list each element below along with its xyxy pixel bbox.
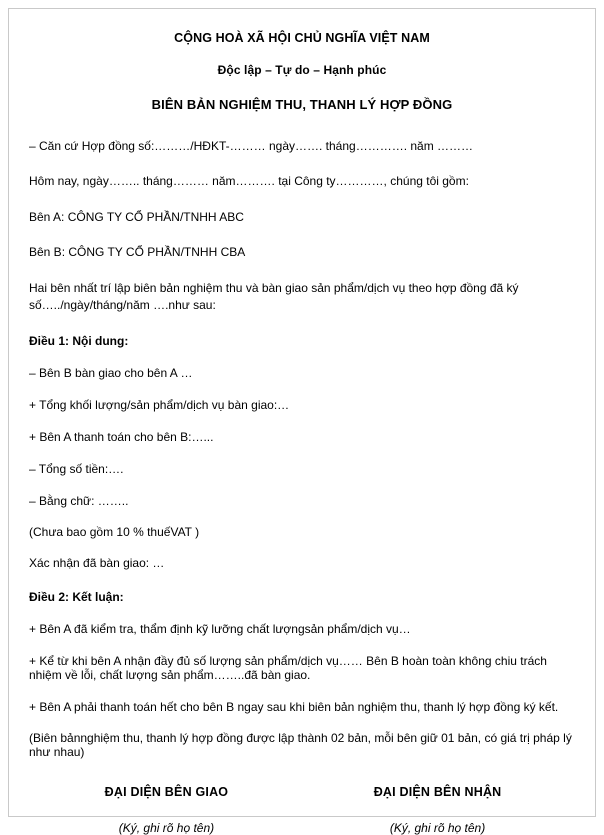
article-1-line-5: – Bằng chữ: …….. bbox=[29, 494, 129, 509]
closing-note: (Biên bảnnghiệm thu, thanh lý hợp đồng được lập thành 02 bản, mỗi bên giữ 01 bản, có giá trị pháp lý như nhau) bbox=[29, 731, 572, 760]
national-motto: Độc lập – Tự do – Hạnh phúc bbox=[217, 63, 387, 77]
signature-left-subtitle: (Ký, ghi rõ họ tên) bbox=[118, 821, 215, 835]
document-title: BIÊN BẢN NGHIỆM THU, THANH LÝ HỢP ĐỒNG bbox=[151, 97, 453, 112]
party-b-line: Bên B: CÔNG TY CỔ PHẦN/TNHH CBA bbox=[29, 245, 246, 260]
signature-left-title: ĐẠI DIỆN BÊN GIAO bbox=[104, 785, 229, 800]
article-2-line-1: + Bên A đã kiểm tra, thẩm định kỹ lưỡng chất lượngsản phẩm/dịch vụ… bbox=[29, 622, 411, 637]
article-1-title: Điều 1: Nội dung: bbox=[29, 334, 129, 349]
national-title: CỘNG HOÀ XÃ HỘI CHỦ NGHĨA VIỆT NAM bbox=[174, 31, 430, 45]
article-1-line-2: + Tổng khối lượng/sản phẩm/dịch vụ bàn giao:… bbox=[29, 398, 290, 413]
article-1-line-4: – Tổng số tiền:…. bbox=[29, 462, 124, 477]
document-sheet bbox=[8, 8, 596, 835]
article-2-line-3: + Bên A phải thanh toán hết cho bên B ngay sau khi biên bản nghiệm thu, thanh lý hợp đồng ký kết. bbox=[29, 700, 559, 715]
party-a-line: Bên A: CÔNG TY CỔ PHẦN/TNHH ABC bbox=[29, 209, 244, 224]
signature-right bbox=[322, 785, 553, 835]
signature-right-subtitle: (Ký, ghi rõ họ tên) bbox=[389, 821, 486, 835]
article-2-title: Điều 2: Kết luận: bbox=[29, 590, 124, 605]
handover-confirm-line: Xác nhận đã bàn giao: … bbox=[29, 556, 165, 571]
agreement-line: Hai bên nhất trí lập biên bản nghiệm thu và bàn giao sản phẩm/dịch vụ theo hợp đồng đã ký số…../ngày/tháng/năm ….như sau: bbox=[29, 280, 519, 312]
vat-note: (Chưa bao gồm 10 % thuếVAT ) bbox=[29, 525, 200, 540]
meeting-date-line: Hôm nay, ngày…….. tháng……… năm………. tại Công ty…………, chúng tôi gồm: bbox=[29, 174, 469, 189]
article-1-line-3: + Bên A thanh toán cho bên B:…... bbox=[29, 430, 214, 445]
signature-block bbox=[29, 785, 575, 835]
signature-left bbox=[51, 785, 282, 835]
signature-right-title: ĐẠI DIỆN BÊN NHẬN bbox=[373, 785, 502, 800]
contract-basis-line: – Căn cứ Hợp đồng số:………/HĐKT-……… ngày……. tháng…………. năm ……… bbox=[29, 139, 474, 153]
article-2-line-2: + Kể từ khi bên A nhận đầy đủ số lượng sản phẩm/dịch vụ…… Bên B hoàn toàn không chiu trách nhiệm về lỗi, chất lượng sản phẩm……..đã bàn giao. bbox=[29, 654, 547, 683]
article-1-line-1: – Bên B bàn giao cho bên A … bbox=[29, 366, 193, 381]
